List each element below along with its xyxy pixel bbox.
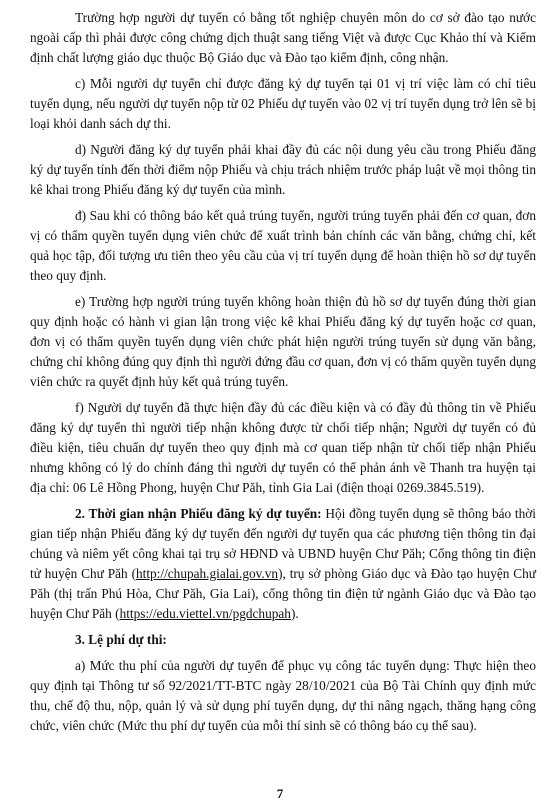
- paragraph-d-declaration: d) Người đăng ký dự tuyển phải khai đầy đủ các nội dung yêu cầu trong Phiếu đăng ký dự tuyển tính đến thời điểm nộp Phiếu và chịu trách nhiệm trước pháp luật về mọi thông tin kê khai trong Phiếu đăng ký dự tuyển của mình.: [30, 142, 536, 197]
- edu-portal-link[interactable]: https://edu.viettel.vn/pgdchupah: [119, 606, 291, 621]
- paragraph-a-fee-rate: a) Mức thu phí của người dự tuyển để phục vụ công tác tuyển dụng: Thực hiện theo quy định tại Thông tư số 92/2021/TT-BTC ngày 28/10/2021 của Bộ Tài Chính quy định mức thu, chế độ thu, nộp, quản lý và sử dụng phí tuyển dụng, dự thi nâng ngạch, thăng hạng công chức, viên chức (Mức thu phí dự tuyển của mỗi thí sinh sẽ có thông báo cụ thể sau).: [30, 658, 536, 733]
- section-heading-receiving-time: 2. Thời gian nhận Phiếu đăng ký dự tuyển:: [75, 506, 322, 521]
- paragraph-foreign-degree: Trường hợp người dự tuyển có bằng tốt nghiệp chuyên môn do cơ sở đào tạo nước ngoài cấp thì phải được công chứng dịch thuật sang tiếng Việt và được Cục Khảo thí và Kiểm định chất lượng giáo dục thuộc Bộ Giáo dục và Đào tạo kiểm định, công nhận.: [30, 10, 536, 65]
- paragraph-f-complaint: f) Người dự tuyển đã thực hiện đầy đủ các điều kiện và có đầy đủ thông tin về Phiếu đăng ký dự tuyển thì người tiếp nhận không được từ chối tiếp nhận; Người dự tuyển có đủ điều kiện, tiêu chuẩn dự tuyển theo quy định mà cơ quan tiếp nhận từ chối tiếp nhận Phiếu nhưng không có lý do chính đáng thì người dự tuyển có thể phản ánh về Thanh tra huyện tại địa chỉ: 06 Lê Hồng Phong, huyện Chư Păh, tỉnh Gia Lai (điện thoại 0269.3845.519).: [30, 400, 536, 495]
- chupah-portal-link[interactable]: http://chupah.gialai.gov.vn: [136, 566, 279, 581]
- paragraph-receiving-time: [30, 504, 536, 624]
- document-body: [30, 8, 536, 742]
- page-number: 7: [276, 786, 284, 801]
- section-heading-exam-fee: 3. Lệ phí dự thi:: [75, 632, 167, 647]
- paragraph-e-cancellation: e) Trường hợp người trúng tuyển không hoàn thiện đủ hồ sơ dự tuyển đúng thời gian quy định hoặc có hành vi gian lận trong việc kê khai Phiếu đăng ký dự tuyển hoặc cơ quan, đơn vị có thẩm quyền tuyển dụng viên chức phát hiện người trúng tuyển sử dụng văn bằng, chứng chỉ không đúng quy định thì người đứng đầu cơ quan, đơn vị có thẩm quyền tuyển dụng viên chức ra quyết định hủy kết quả trúng tuyển.: [30, 294, 536, 389]
- paragraph-c-single-position: c) Mỗi người dự tuyển chỉ được đăng ký dự tuyển tại 01 vị trí việc làm có chỉ tiêu tuyển dụng, nếu người dự tuyển nộp từ 02 Phiếu dự tuyển vào 02 vị trí tuyển dụng trở lên sẽ bị loại khỏi danh sách dự thi.: [30, 76, 536, 131]
- receiving-time-text-b: ), trụ sở phòng Giáo dục và Đào tạo huyện Chư Păh (thị trấn Phú Hòa, Chư Păh, Gia Lai), cổng thông tin điện tử ngành Giáo dục và Đào tạo huyện Chư Păh (: [30, 566, 536, 621]
- paragraph-dd-original-documents: đ) Sau khi có thông báo kết quả trúng tuyển, người trúng tuyển phải đến cơ quan, đơn vị có thẩm quyền tuyển dụng viên chức để xuất trình bản chính các văn bằng, chứng chỉ, kết quả học tập, đối tượng ưu tiên theo yêu cầu của vị trí tuyển dụng để hoàn thiện hồ sơ dự tuyển theo quy định.: [30, 208, 536, 283]
- receiving-time-text-a: Hội đồng tuyển dụng sẽ thông báo thời gian tiếp nhận Phiếu đăng ký dự tuyển đến người dự tuyển qua các phương tiện thông tin đại chúng và niêm yết công khai tại trụ sở HĐND và UBND huyện Chư Păh; Cổng thông tin điện tử huyện Chư Păh (: [30, 506, 537, 581]
- receiving-time-text-c: ).: [290, 606, 299, 621]
